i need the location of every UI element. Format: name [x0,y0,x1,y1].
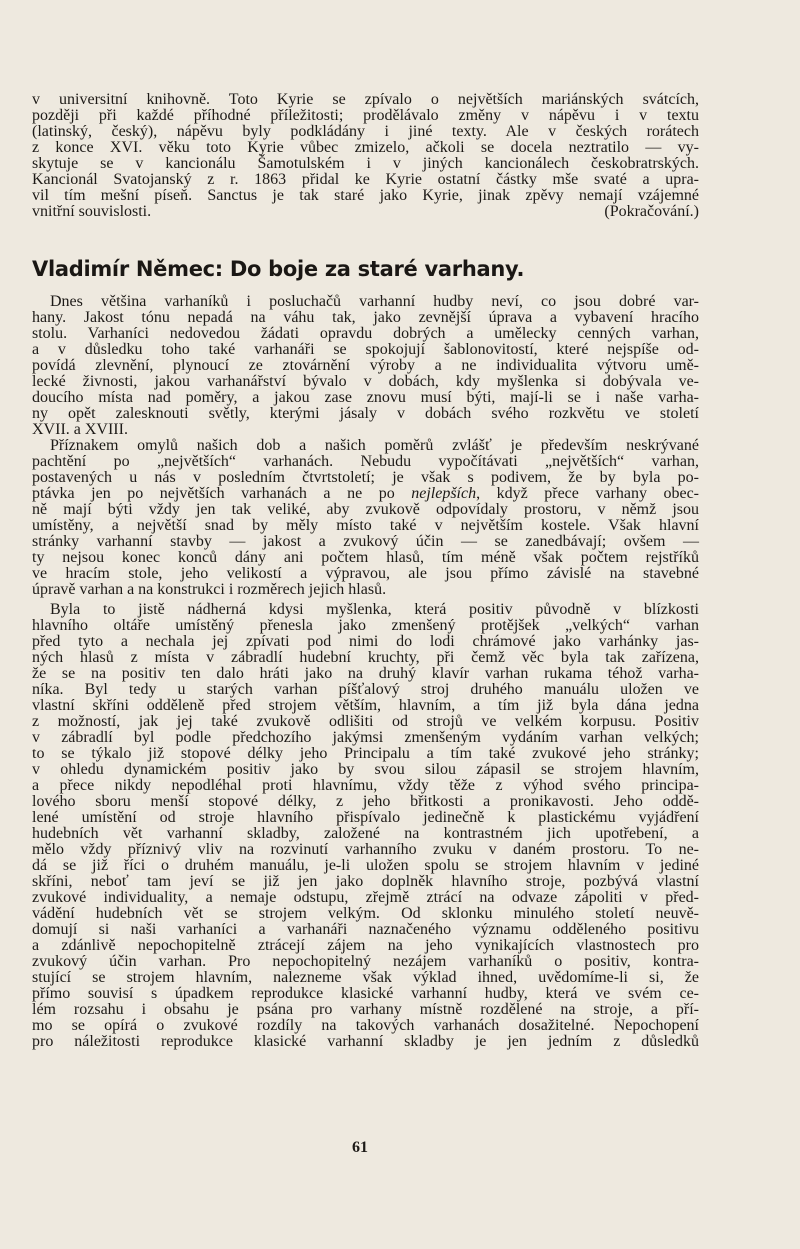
text-line: a přece nikdy nepodléhal proti hlavnímu, vždy těže z výhod svého principa- [32,777,699,794]
emphasis: nejlepších [411,485,477,502]
text-line: to se týkalo již stopové délky jeho Principalu a tím také zvukové jeho stránky; [32,745,699,762]
text-line: z možností, jak jej také zvukově odlišiti od strojů ve velkém korpusu. Positiv [32,713,699,730]
text-line: lené umístění od stroje hlavního přispívalo jedinečně k plastickému vyjádření [32,809,699,826]
text-line: dá se již říci o druhém manuálu, je-li uložen spolu se strojem hlavním v jediné [32,857,699,874]
text-line: mělo vždy příznivý vliv na rozvinutí varhanního zvuku v daném prostoru. To ne- [32,841,699,858]
text-line: umístěny, a největší snad by měly místo také v největším kostele. Však hlavní [32,517,699,534]
text-line: přímo souvisí s úpadkem reprodukce klasické varhanní hudby, která ve svém ce- [32,985,699,1002]
text-line: hudebních vět varhanní skladby, založené na kontrastném jich upotřebení, a [32,825,699,842]
text-line: povídá zlevnění, plynoucí ze ztovárnění výroby a ne individualita výtvoru umě- [32,357,699,374]
text-line: vil tím mešní píseň. Sanctus je tak staré jako Kyrie, jinak zpěvy nemají vzájemné [32,187,699,204]
text-line: níka. Byl tedy u starých varhan píšťalový stroj druhého manuálu uložen ve [32,681,699,698]
paragraph [32,602,699,1050]
text-line: později při každé příhodné příležitosti; prodělávalo změny v nápěvu i v textu [32,107,699,124]
paragraph [32,438,699,598]
text-line: a v důsledku toho také varhanáři se spokojují šablonovitostí, které nejspíše od- [32,341,699,358]
text-line: pro náležitosti reprodukce klasické varhanní skladby je jen jedním z důsledků [32,1033,699,1050]
text-line: z konce XVI. věku toto Kyrie vůbec zmizelo, ačkoli se docela neztratilo — vy- [32,139,699,156]
text-line: skříni, neboť tam jeví se již jen jako doplněk hlavního stroje, pozbývá vlastní [32,873,699,890]
text-line: ných hlasů z místa v zábradlí hudební kruchty, při čemž věc byla tak zařízena, [32,649,699,666]
text-line: hany. Jakost tónu nepadá na váhu tak, jako zevnější úprava a vybavení hracího [32,309,699,326]
text-line: pachtění po „největších“ varhanách. Nebudu vypočítávati „největších“ varhan, [32,453,699,470]
text-line: Kancionál Svatojanský z r. 1863 přidal ke Kyrie ostatní částky mše svaté a upra- [32,171,699,188]
text-line: zvukové individuality, a nemaje odstupu, zřejmě ztrácí na odvaze zápoliti v před- [32,889,699,906]
text-line: před tyto a nechala jej zpívati pod nimi do lodi chrámové jako varhánky jas- [32,633,699,650]
text-line: ně mají býti vždy jen tak veliké, aby zvukově odpovídaly prostoru, v němž jsou [32,501,699,518]
text-line: vlastní skříni odděleně před strojem větším, hlavním, a tím již byla dána jedna [32,697,699,714]
text-line: ve hracím stole, jeho velikostí a výpravou, ale jsou přímo závislé na stavebné [32,565,699,582]
page-number: 61 [352,1139,368,1156]
text-line: skytuje se v kancionálu Šamotulském i v jiných kancionálech českobratrských. [32,155,699,172]
text-line: stolu. Varhaníci nedovedou žádati opravdu dobrých a umělecky cenných varhan, [32,325,699,342]
article-body [32,294,699,1050]
text-line: lém rozsahu i obsahu je psána pro varhany místně rozdělené na stroje, a pří- [32,1001,699,1018]
paragraph [32,294,699,438]
text-line: lového sboru menší stopové délky, z jeho břitkosti a pronikavosti. Jeho oddě- [32,793,699,810]
text-line: ny opět zalesknouti světly, kterými jásaly v dobách svého rozkvětu ve století [32,405,699,422]
text-line: vádění hudebních vět se strojem velkým. Od sklonku minulého století neuvě- [32,905,699,922]
text-line: XVII. a XVIII. [32,421,128,438]
text-line: stránky varhanní stavby — jakost a zvukový účin — se zanedbávají; ovšem — [32,533,699,550]
text-line: ty nejsou konec konců dány ani počtem hlasů, tím méně však počtem rejstříků [32,549,699,566]
text-line: hlavního oltáře umístěný přenesla jako zmenšený protějšek „velkých“ varhan [32,617,699,634]
text-line: ptávka jen po největších varhanách a ne po nejlepších, když přece varhany obec- [32,485,699,502]
text-line: postavených u nás v posledním čtvrtstoletí; je však s podivem, že by byla po- [32,469,699,486]
text-line: stující se strojem hlavním, nalezneme však výklad ihned, uvědomíme-li si, že [32,969,699,986]
text-line: že se na positiv ten dalo hráti jako na druhý klavír varhan rukama téhož varha- [32,665,699,682]
previous-article-end [32,92,699,220]
text-line: vnitřní souvislosti. [32,203,152,220]
text-line: lecké živnosti, jakou varhanářství bývalo v dobách, kdy myšlenka si dobývala ve- [32,373,699,390]
text-line: Příznakem omylů našich dob a našich poměrů zvlášť je především neskrývané [50,437,699,454]
text-line: v universitní knihovně. Toto Kyrie se zpívalo o největších mariánských svátcích, [32,91,699,108]
text-line: Dnes většina varhaníků i posluchačů varhanní hudby neví, co jsou dobré var- [50,293,699,310]
text-line: úpravě varhan a na konstrukci i rozměrech jejich hlasů. [32,581,387,598]
text-line: v ohledu dynamickém positiv jako by svou silou zápasil se strojem hlavním, [32,761,699,778]
text-line: Byla to jistě nádherná kdysi myšlenka, která positiv původně v blízkosti [50,601,699,618]
article-title: Vladimír Němec: Do boje za staré varhany. [32,257,525,281]
text-line: doucího místa nad poměry, a jakou zase znovu musí býti, mají-li se i naše varha- [32,389,699,406]
continued-note: (Pokračování.) [604,203,699,220]
text-line: mo se opírá o zvukové rozdíly na takových varhanách dosažitelné. Nepochopení [32,1017,699,1034]
text-line: domují si naši varhaníci a varhanáři naznačeného významu odděleného positivu [32,921,699,938]
text-line: zvukový účin varhan. Pro nepochopitelný nezájem varhaníků o positiv, kontra- [32,953,699,970]
text-line: (latinský, český), nápěvu byly podkládány i jiné texty. Ale v českých rorátech [32,123,699,140]
text-line: v zábradlí byl podle předchozího jakýmsi zmenšeným vydáním varhan velkých; [32,729,699,746]
text-line: a zdánlivě nepochopitelně ztrácejí zájem na jeho vynikajících vlastnostech pro [32,937,699,954]
